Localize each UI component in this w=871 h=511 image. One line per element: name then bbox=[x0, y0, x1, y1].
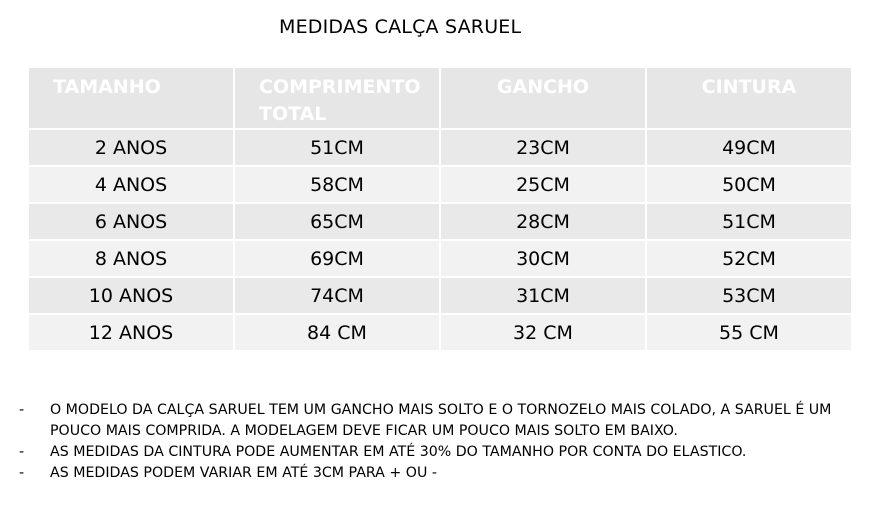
cell-comprimento: 69CM bbox=[234, 240, 440, 277]
cell-comprimento: 51CM bbox=[234, 129, 440, 166]
cell-tamanho: 8 ANOS bbox=[28, 240, 234, 277]
list-item bbox=[19, 400, 864, 442]
cell-cintura: 49CM bbox=[646, 129, 852, 166]
table-row bbox=[28, 129, 852, 166]
note-text: AS MEDIDAS PODEM VARIAR EM ATÉ 3CM PARA + OU - bbox=[50, 465, 437, 481]
cell-tamanho: 2 ANOS bbox=[28, 129, 234, 166]
cell-gancho: 28CM bbox=[440, 203, 646, 240]
cell-tamanho: 10 ANOS bbox=[28, 277, 234, 314]
table-row bbox=[28, 166, 852, 203]
cell-gancho: 23CM bbox=[440, 129, 646, 166]
cell-cintura: 50CM bbox=[646, 166, 852, 203]
cell-tamanho: 6 ANOS bbox=[28, 203, 234, 240]
note-bullet: - bbox=[19, 465, 25, 481]
cell-comprimento: 74CM bbox=[234, 277, 440, 314]
table-header-row bbox=[28, 67, 852, 129]
cell-comprimento: 65CM bbox=[234, 203, 440, 240]
cell-comprimento: 58CM bbox=[234, 166, 440, 203]
header-comprimento-total: COMPRIMENTO TOTAL bbox=[234, 67, 440, 129]
note-text: AS MEDIDAS DA CINTURA PODE AUMENTAR EM ATÉ 30% DO TAMANHO POR CONTA DO ELASTICO. bbox=[50, 444, 747, 460]
table-row bbox=[28, 277, 852, 314]
header-gancho: GANCHO bbox=[440, 67, 646, 129]
table-row bbox=[28, 240, 852, 277]
header-tamanho: TAMANHO bbox=[28, 67, 234, 129]
table-row bbox=[28, 203, 852, 240]
cell-cintura: 52CM bbox=[646, 240, 852, 277]
cell-comprimento: 84 CM bbox=[234, 314, 440, 351]
table-row bbox=[28, 314, 852, 351]
cell-gancho: 25CM bbox=[440, 166, 646, 203]
note-text: O MODELO DA CALÇA SARUEL TEM UM GANCHO MAIS SOLTO E O TORNOZELO MAIS COLADO, A SARUEL É UM POUCO MAIS COMPRIDA. A MODELAGEM DEVE FICAR UM POUCO MAIS SOLTO EM BAIXO. bbox=[50, 402, 832, 439]
note-bullet: - bbox=[19, 402, 25, 418]
size-table bbox=[27, 66, 853, 352]
cell-gancho: 31CM bbox=[440, 277, 646, 314]
notes-list bbox=[19, 400, 864, 484]
cell-cintura: 51CM bbox=[646, 203, 852, 240]
cell-gancho: 32 CM bbox=[440, 314, 646, 351]
header-cintura: CINTURA bbox=[646, 67, 852, 129]
cell-cintura: 53CM bbox=[646, 277, 852, 314]
cell-cintura: 55 CM bbox=[646, 314, 852, 351]
cell-gancho: 30CM bbox=[440, 240, 646, 277]
page-title: MEDIDAS CALÇA SARUEL bbox=[279, 16, 522, 38]
list-item bbox=[19, 442, 864, 463]
list-item bbox=[19, 463, 864, 484]
cell-tamanho: 12 ANOS bbox=[28, 314, 234, 351]
note-bullet: - bbox=[19, 444, 25, 460]
cell-tamanho: 4 ANOS bbox=[28, 166, 234, 203]
